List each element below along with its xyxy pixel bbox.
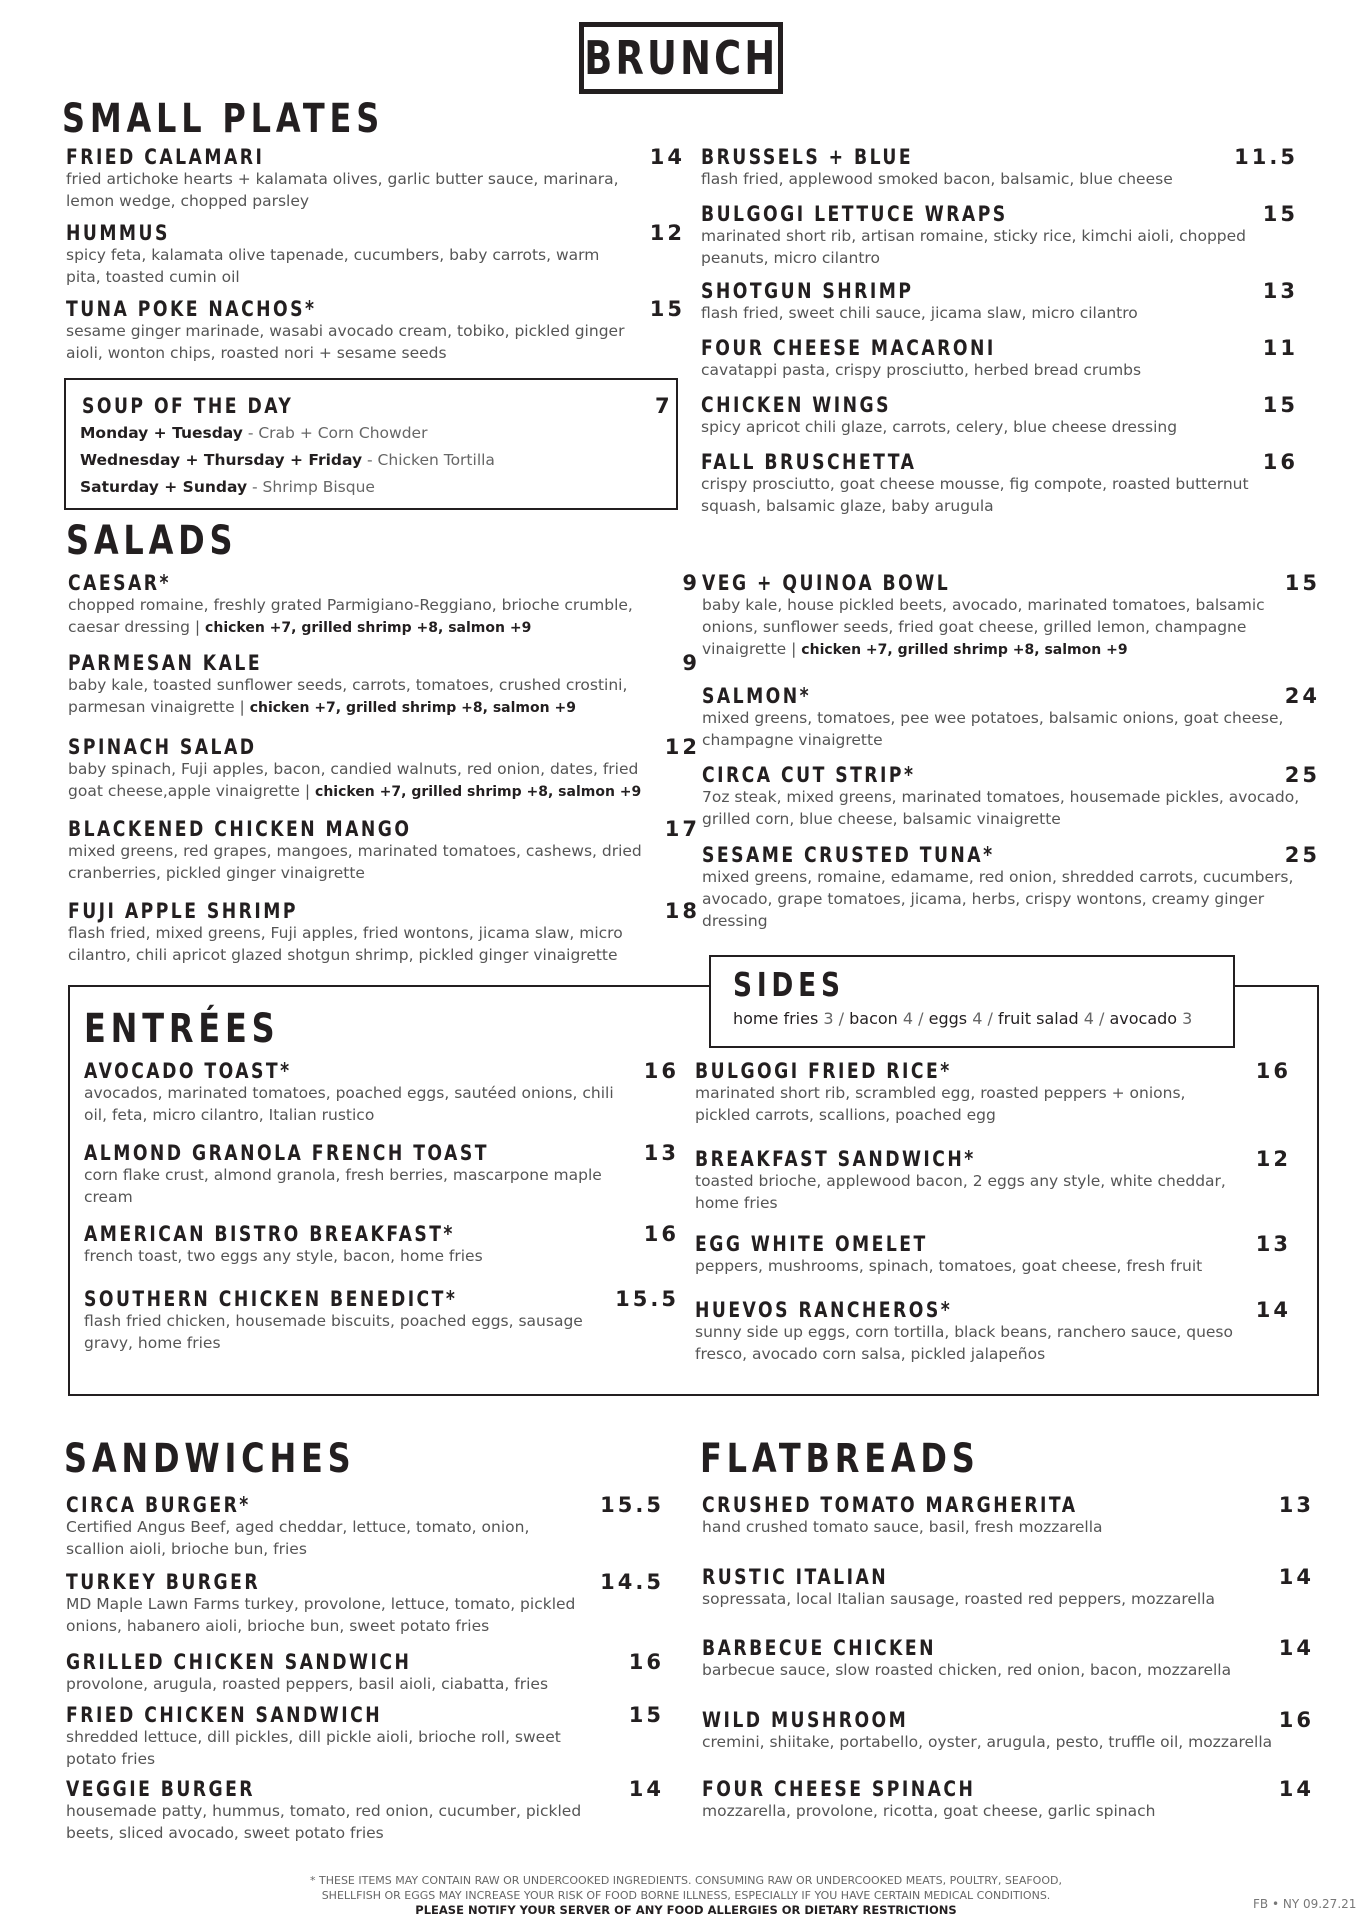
item-price: 12	[664, 735, 700, 759]
item-description	[695, 1255, 1235, 1277]
item-description	[701, 359, 1291, 381]
item-price: 16	[1278, 1708, 1314, 1732]
item-name: CAESAR*	[68, 571, 171, 595]
menu-item-caesar	[68, 571, 708, 639]
menu-item-hummus	[66, 221, 693, 288]
item-name: CIRCA CUT STRIP*	[702, 763, 916, 787]
item-price: 14	[1278, 1777, 1314, 1801]
item-description	[66, 320, 626, 364]
side-item: fruit salad 4 /	[997, 1009, 1110, 1028]
item-name: BULGOGI FRIED RICE*	[695, 1059, 952, 1083]
menu-item-four-cheese-macaroni	[701, 336, 1306, 381]
menu-item-sesame-crusted-tuna	[702, 843, 1328, 932]
item-name: TURKEY BURGER	[66, 1570, 261, 1594]
item-description	[702, 707, 1302, 751]
menu-item-blackened-chicken-mango	[68, 817, 708, 884]
item-name: BRUSSELS + BLUE	[701, 145, 914, 169]
section-heading-sides: SIDES	[733, 965, 845, 1004]
item-price: 16	[643, 1222, 679, 1246]
item-description	[702, 1588, 1282, 1610]
item-description	[84, 1310, 614, 1354]
disclaimer-line: SHELLFISH OR EGGS MAY INCREASE YOUR RISK OF FOOD BORNE ILLNESS, ESPECIALLY IF YOU HAVE CERTAIN MEDICAL CONDITIONS.	[321, 1889, 1051, 1902]
sides-box	[709, 955, 1235, 1048]
item-name: SPINACH SALAD	[68, 735, 257, 759]
item-description-text: fried artichoke hearts + kalamata olives, garlic butter sauce, marinara, lemon wedge, chopped parsley	[66, 170, 619, 210]
disclaimer-line: * THESE ITEMS MAY CONTAIN RAW OR UNDERCOOKED INGREDIENTS. CONSUMING RAW OR UNDERCOOKED MEATS, POULTRY, SEAFOOD,	[310, 1874, 1062, 1887]
item-name: FOUR CHEESE SPINACH	[702, 1777, 976, 1801]
item-description	[695, 1082, 1235, 1126]
item-description	[66, 1593, 586, 1637]
item-price: 14	[628, 1777, 664, 1801]
item-name: VEG + QUINOA BOWL	[702, 571, 951, 595]
menu-item-egg-white-omelet	[695, 1232, 1299, 1277]
item-description	[68, 840, 678, 884]
item-description	[66, 1726, 586, 1770]
menu-item-southern-chicken-benedict	[84, 1287, 687, 1354]
menu-item-crushed-tomato-margherita	[702, 1493, 1322, 1538]
menu-item-spinach-salad	[68, 735, 708, 803]
item-description	[66, 1800, 586, 1844]
item-price: 15	[628, 1703, 664, 1727]
item-description-text: mixed greens, red grapes, mangoes, marinated tomatoes, cashews, dried cranberries, pickled ginger vinaigrette	[68, 842, 642, 882]
item-description	[701, 168, 1291, 190]
item-price: 12	[1255, 1147, 1291, 1171]
item-description	[702, 866, 1302, 932]
section-heading-sandwiches: SANDWICHES	[64, 1436, 356, 1482]
soup-schedule	[80, 420, 495, 501]
item-description	[701, 302, 1291, 324]
item-description-text: toasted brioche, applewood bacon, 2 eggs any style, white cheddar, home fries	[695, 1172, 1226, 1212]
menu-item-brussels-blue	[701, 145, 1306, 190]
item-description	[84, 1164, 614, 1208]
item-description	[701, 225, 1291, 269]
item-price: 16	[1255, 1059, 1291, 1083]
item-name: ALMOND GRANOLA FRENCH TOAST	[84, 1141, 489, 1165]
item-description-text: baby kale, house pickled beets, avocado, marinated tomatoes, balsamic onions, sunflower seeds, fried goat cheese, grilled lemon, champagne vinaigrette |	[702, 596, 1265, 658]
allergy-disclaimer	[236, 1873, 1136, 1918]
item-description	[66, 1516, 586, 1560]
item-description-text: flash fried, applewood smoked bacon, balsamic, blue cheese	[701, 170, 1173, 188]
item-description-text: sopressata, local Italian sausage, roasted red peppers, mozzarella	[702, 1590, 1216, 1608]
item-name: PARMESAN KALE	[68, 651, 263, 675]
item-price: 14.5	[600, 1570, 664, 1594]
item-description-text: cremini, shiitake, portabello, oyster, arugula, pesto, truffle oil, mozzarella	[702, 1733, 1273, 1751]
protein-addons: chicken +7, grilled shrimp +8, salmon +9	[801, 642, 1128, 658]
menu-item-chicken-wings	[701, 393, 1306, 438]
menu-item-bulgogi-lettuce-wraps	[701, 202, 1306, 269]
item-description-text: provolone, arugula, roasted peppers, basil aioli, ciabatta, fries	[66, 1675, 549, 1693]
item-description-text: chopped romaine, freshly grated Parmigiano-Reggiano, brioche crumble, caesar dressing |	[68, 596, 633, 636]
item-description-text: Certified Angus Beef, aged cheddar, lettuce, tomato, onion, scallion aioli, brioche bun, fries	[66, 1518, 530, 1558]
item-name: SESAME CRUSTED TUNA*	[702, 843, 995, 867]
item-description	[68, 922, 678, 966]
item-description	[701, 473, 1291, 517]
item-description	[84, 1082, 614, 1126]
item-price: 14	[649, 145, 685, 169]
item-price: 11.5	[1234, 145, 1298, 169]
menu-item-rustic-italian	[702, 1565, 1322, 1610]
soup-title: SOUP OF THE DAY	[82, 394, 294, 418]
item-name: AMERICAN BISTRO BREAKFAST*	[84, 1222, 455, 1246]
item-name: FOUR CHEESE MACARONI	[701, 336, 996, 360]
item-description	[68, 674, 678, 719]
item-description-text: flash fried, mixed greens, Fuji apples, fried wontons, jicama slaw, micro cilantro, chili apricot glazed shotgun shrimp, pickled ginger vinaigrette	[68, 924, 623, 964]
item-description	[66, 1673, 586, 1695]
item-price: 15	[1284, 571, 1320, 595]
item-description-text: mozzarella, provolone, ricotta, goat cheese, garlic spinach	[702, 1802, 1156, 1820]
item-description-text: marinated short rib, scrambled egg, roasted peppers + onions, pickled carrots, scallions, poached egg	[695, 1084, 1186, 1124]
protein-addons: chicken +7, grilled shrimp +8, salmon +9	[315, 784, 642, 800]
menu-item-circa-burger	[66, 1493, 672, 1560]
item-price: 25	[1284, 843, 1320, 867]
menu-item-fried-chicken-sandwich	[66, 1703, 672, 1770]
item-name: VEGGIE BURGER	[66, 1777, 256, 1801]
menu-item-veg-quinoa-bowl	[702, 571, 1328, 661]
item-price: 14	[1278, 1636, 1314, 1660]
item-description	[695, 1321, 1235, 1365]
menu-item-fried-calamari	[66, 145, 693, 212]
item-description	[702, 786, 1302, 830]
item-price: 12	[649, 221, 685, 245]
item-description	[702, 1659, 1282, 1681]
soup-of-the-day-box	[64, 378, 678, 510]
menu-item-almond-granola-french-toast	[84, 1141, 687, 1208]
item-description-text: flash fried, sweet chili sauce, jicama slaw, micro cilantro	[701, 304, 1138, 322]
item-name: HUEVOS RANCHEROS*	[695, 1298, 953, 1322]
item-price: 15.5	[600, 1493, 664, 1517]
item-description-text: baby spinach, Fuji apples, bacon, candied walnuts, red onion, dates, fried goat cheese,apple vinaigrette |	[68, 760, 639, 800]
item-description	[68, 594, 678, 639]
item-price: 25	[1284, 763, 1320, 787]
item-price: 15	[649, 297, 685, 321]
item-name: EGG WHITE OMELET	[695, 1232, 928, 1256]
item-description	[84, 1245, 614, 1267]
menu-item-wild-mushroom	[702, 1708, 1322, 1753]
item-description-text: sunny side up eggs, corn tortilla, black beans, ranchero sauce, queso fresco, avocado corn salsa, pickled jalapeños	[695, 1323, 1233, 1363]
item-price: 9	[682, 571, 700, 595]
item-name: BARBECUE CHICKEN	[702, 1636, 936, 1660]
side-item: avocado 3	[1109, 1009, 1193, 1028]
soup-price: 7	[655, 394, 673, 418]
item-description-text: barbecue sauce, slow roasted chicken, red onion, bacon, mozzarella	[702, 1661, 1232, 1679]
item-name: SOUTHERN CHICKEN BENEDICT*	[84, 1287, 458, 1311]
item-price: 13	[1278, 1493, 1314, 1517]
item-description-text: housemade patty, hummus, tomato, red onion, cucumber, pickled beets, sliced avocado, sweet potato fries	[66, 1802, 582, 1842]
section-heading-entrees: ENTRÉES	[84, 1006, 280, 1052]
item-name: AVOCADO TOAST*	[84, 1059, 292, 1083]
item-price: 15.5	[615, 1287, 679, 1311]
item-price: 11	[1262, 336, 1298, 360]
item-description	[68, 758, 678, 803]
menu-item-barbecue-chicken	[702, 1636, 1322, 1681]
item-description-text: peppers, mushrooms, spinach, tomatoes, goat cheese, fresh fruit	[695, 1257, 1203, 1275]
item-description	[702, 594, 1302, 661]
protein-addons: chicken +7, grilled shrimp +8, salmon +9	[205, 620, 532, 636]
menu-item-four-cheese-spinach	[702, 1777, 1322, 1822]
item-price: 16	[628, 1650, 664, 1674]
menu-item-american-bistro-breakfast	[84, 1222, 687, 1267]
item-name: BLACKENED CHICKEN MANGO	[68, 817, 412, 841]
item-description-text: mixed greens, romaine, edamame, red onion, shredded carrots, cucumbers, avocado, grape tomatoes, jicama, herbs, crispy wontons, creamy ginger dressing	[702, 868, 1294, 930]
item-description	[702, 1516, 1282, 1538]
menu-item-breakfast-sandwich	[695, 1147, 1299, 1214]
side-item: home fries 3 /	[733, 1009, 850, 1028]
item-price: 16	[1262, 450, 1298, 474]
item-price: 18	[664, 899, 700, 923]
item-name: SALMON*	[702, 684, 812, 708]
item-description	[702, 1800, 1282, 1822]
item-name: WILD MUSHROOM	[702, 1708, 909, 1732]
side-item: bacon 4 /	[849, 1009, 929, 1028]
item-description-text: sesame ginger marinade, wasabi avocado cream, tobiko, pickled ginger aioli, wonton chips, roasted nori + sesame seeds	[66, 322, 625, 362]
item-price: 13	[1262, 279, 1298, 303]
soup-row: Saturday + Sunday - Shrimp Bisque	[80, 478, 375, 496]
item-description-text: 7oz steak, mixed greens, marinated tomatoes, housemade pickles, avocado, grilled corn, blue cheese, balsamic vinaigrette	[702, 788, 1300, 828]
item-name: RUSTIC ITALIAN	[702, 1565, 889, 1589]
menu-item-tuna-poke-nachos	[66, 297, 693, 364]
menu-item-circa-cut-strip	[702, 763, 1328, 830]
item-description-text: flash fried chicken, housemade biscuits, poached eggs, sausage gravy, home fries	[84, 1312, 583, 1352]
item-name: FRIED CHICKEN SANDWICH	[66, 1703, 383, 1727]
item-description-text: crispy prosciutto, goat cheese mousse, fig compote, roasted butternut squash, balsamic glaze, baby arugula	[701, 475, 1249, 515]
item-description-text: hand crushed tomato sauce, basil, fresh mozzarella	[702, 1518, 1103, 1536]
allergy-notice: PLEASE NOTIFY YOUR SERVER OF ANY FOOD ALLERGIES OR DIETARY RESTRICTIONS	[415, 1903, 957, 1917]
side-item: eggs 4 /	[928, 1009, 998, 1028]
sides-list	[733, 1009, 1192, 1028]
item-description	[66, 244, 626, 288]
soup-row: Monday + Tuesday - Crab + Corn Chowder	[80, 424, 428, 442]
menu-item-huevos-rancheros	[695, 1298, 1299, 1365]
item-name: CRUSHED TOMATO MARGHERITA	[702, 1493, 1078, 1517]
item-description-text: marinated short rib, artisan romaine, sticky rice, kimchi aioli, chopped peanuts, micro cilantro	[701, 227, 1247, 267]
menu-item-turkey-burger	[66, 1570, 672, 1637]
menu-item-grilled-chicken-sandwich	[66, 1650, 672, 1695]
protein-addons: chicken +7, grilled shrimp +8, salmon +9	[249, 700, 576, 716]
item-price: 16	[643, 1059, 679, 1083]
item-price: 15	[1262, 202, 1298, 226]
item-price: 13	[643, 1141, 679, 1165]
section-heading-small-plates: SMALL PLATES	[62, 96, 385, 142]
item-description	[702, 1731, 1282, 1753]
item-description-text: MD Maple Lawn Farms turkey, provolone, lettuce, tomato, pickled onions, habanero aioli, brioche bun, sweet potato fries	[66, 1595, 576, 1635]
menu-title-box	[579, 22, 783, 94]
item-price: 9	[682, 651, 700, 675]
item-name: CHICKEN WINGS	[701, 393, 891, 417]
item-description	[695, 1170, 1235, 1214]
menu-version-code: FB • NY 09.27.21	[1253, 1897, 1357, 1911]
menu-item-fuji-apple-shrimp	[68, 899, 708, 966]
item-price: 15	[1262, 393, 1298, 417]
menu-item-shotgun-shrimp	[701, 279, 1306, 324]
soup-row: Wednesday + Thursday + Friday - Chicken Tortilla	[80, 451, 495, 469]
menu-title: BRUNCH	[583, 31, 779, 85]
item-name: TUNA POKE NACHOS*	[66, 297, 317, 321]
menu-item-avocado-toast	[84, 1059, 687, 1126]
menu-item-veggie-burger	[66, 1777, 672, 1844]
item-description-text: mixed greens, tomatoes, pee wee potatoes, balsamic onions, goat cheese, champagne vinaigrette	[702, 709, 1284, 749]
item-description	[66, 168, 626, 212]
item-name: BREAKFAST SANDWICH*	[695, 1147, 976, 1171]
item-description-text: spicy feta, kalamata olive tapenade, cucumbers, baby carrots, warm pita, toasted cumin oil	[66, 246, 600, 286]
item-description-text: french toast, two eggs any style, bacon, home fries	[84, 1247, 483, 1265]
item-price: 24	[1284, 684, 1320, 708]
item-name: CIRCA BURGER*	[66, 1493, 251, 1517]
item-price: 14	[1255, 1298, 1291, 1322]
item-description	[701, 416, 1291, 438]
item-price: 14	[1278, 1565, 1314, 1589]
item-description-text: spicy apricot chili glaze, carrots, celery, blue cheese dressing	[701, 418, 1178, 436]
item-name: FALL BRUSCHETTA	[701, 450, 917, 474]
menu-item-bulgogi-fried-rice	[695, 1059, 1299, 1126]
item-name: BULGOGI LETTUCE WRAPS	[701, 202, 1008, 226]
menu-item-fall-bruschetta	[701, 450, 1306, 517]
item-name: SHOTGUN SHRIMP	[701, 279, 914, 303]
item-name: FUJI APPLE SHRIMP	[68, 899, 298, 923]
item-price: 17	[664, 817, 700, 841]
menu-item-salmon	[702, 684, 1328, 751]
section-heading-flatbreads: FLATBREADS	[700, 1436, 980, 1482]
item-description-text: avocados, marinated tomatoes, poached eggs, sautéed onions, chili oil, feta, micro cilantro, Italian rustico	[84, 1084, 614, 1124]
item-description-text: corn flake crust, almond granola, fresh berries, mascarpone maple cream	[84, 1166, 602, 1206]
item-description-text: shredded lettuce, dill pickles, dill pickle aioli, brioche roll, sweet potato fries	[66, 1728, 561, 1768]
section-heading-salads: SALADS	[66, 518, 238, 564]
item-name: GRILLED CHICKEN SANDWICH	[66, 1650, 412, 1674]
item-name: FRIED CALAMARI	[66, 145, 265, 169]
menu-item-parmesan-kale	[68, 651, 708, 719]
item-price: 13	[1255, 1232, 1291, 1256]
item-description-text: cavatappi pasta, crispy prosciutto, herbed bread crumbs	[701, 361, 1142, 379]
item-description-text: baby kale, toasted sunflower seeds, carrots, tomatoes, crushed crostini, parmesan vinaigrette |	[68, 676, 628, 716]
item-name: HUMMUS	[66, 221, 170, 245]
